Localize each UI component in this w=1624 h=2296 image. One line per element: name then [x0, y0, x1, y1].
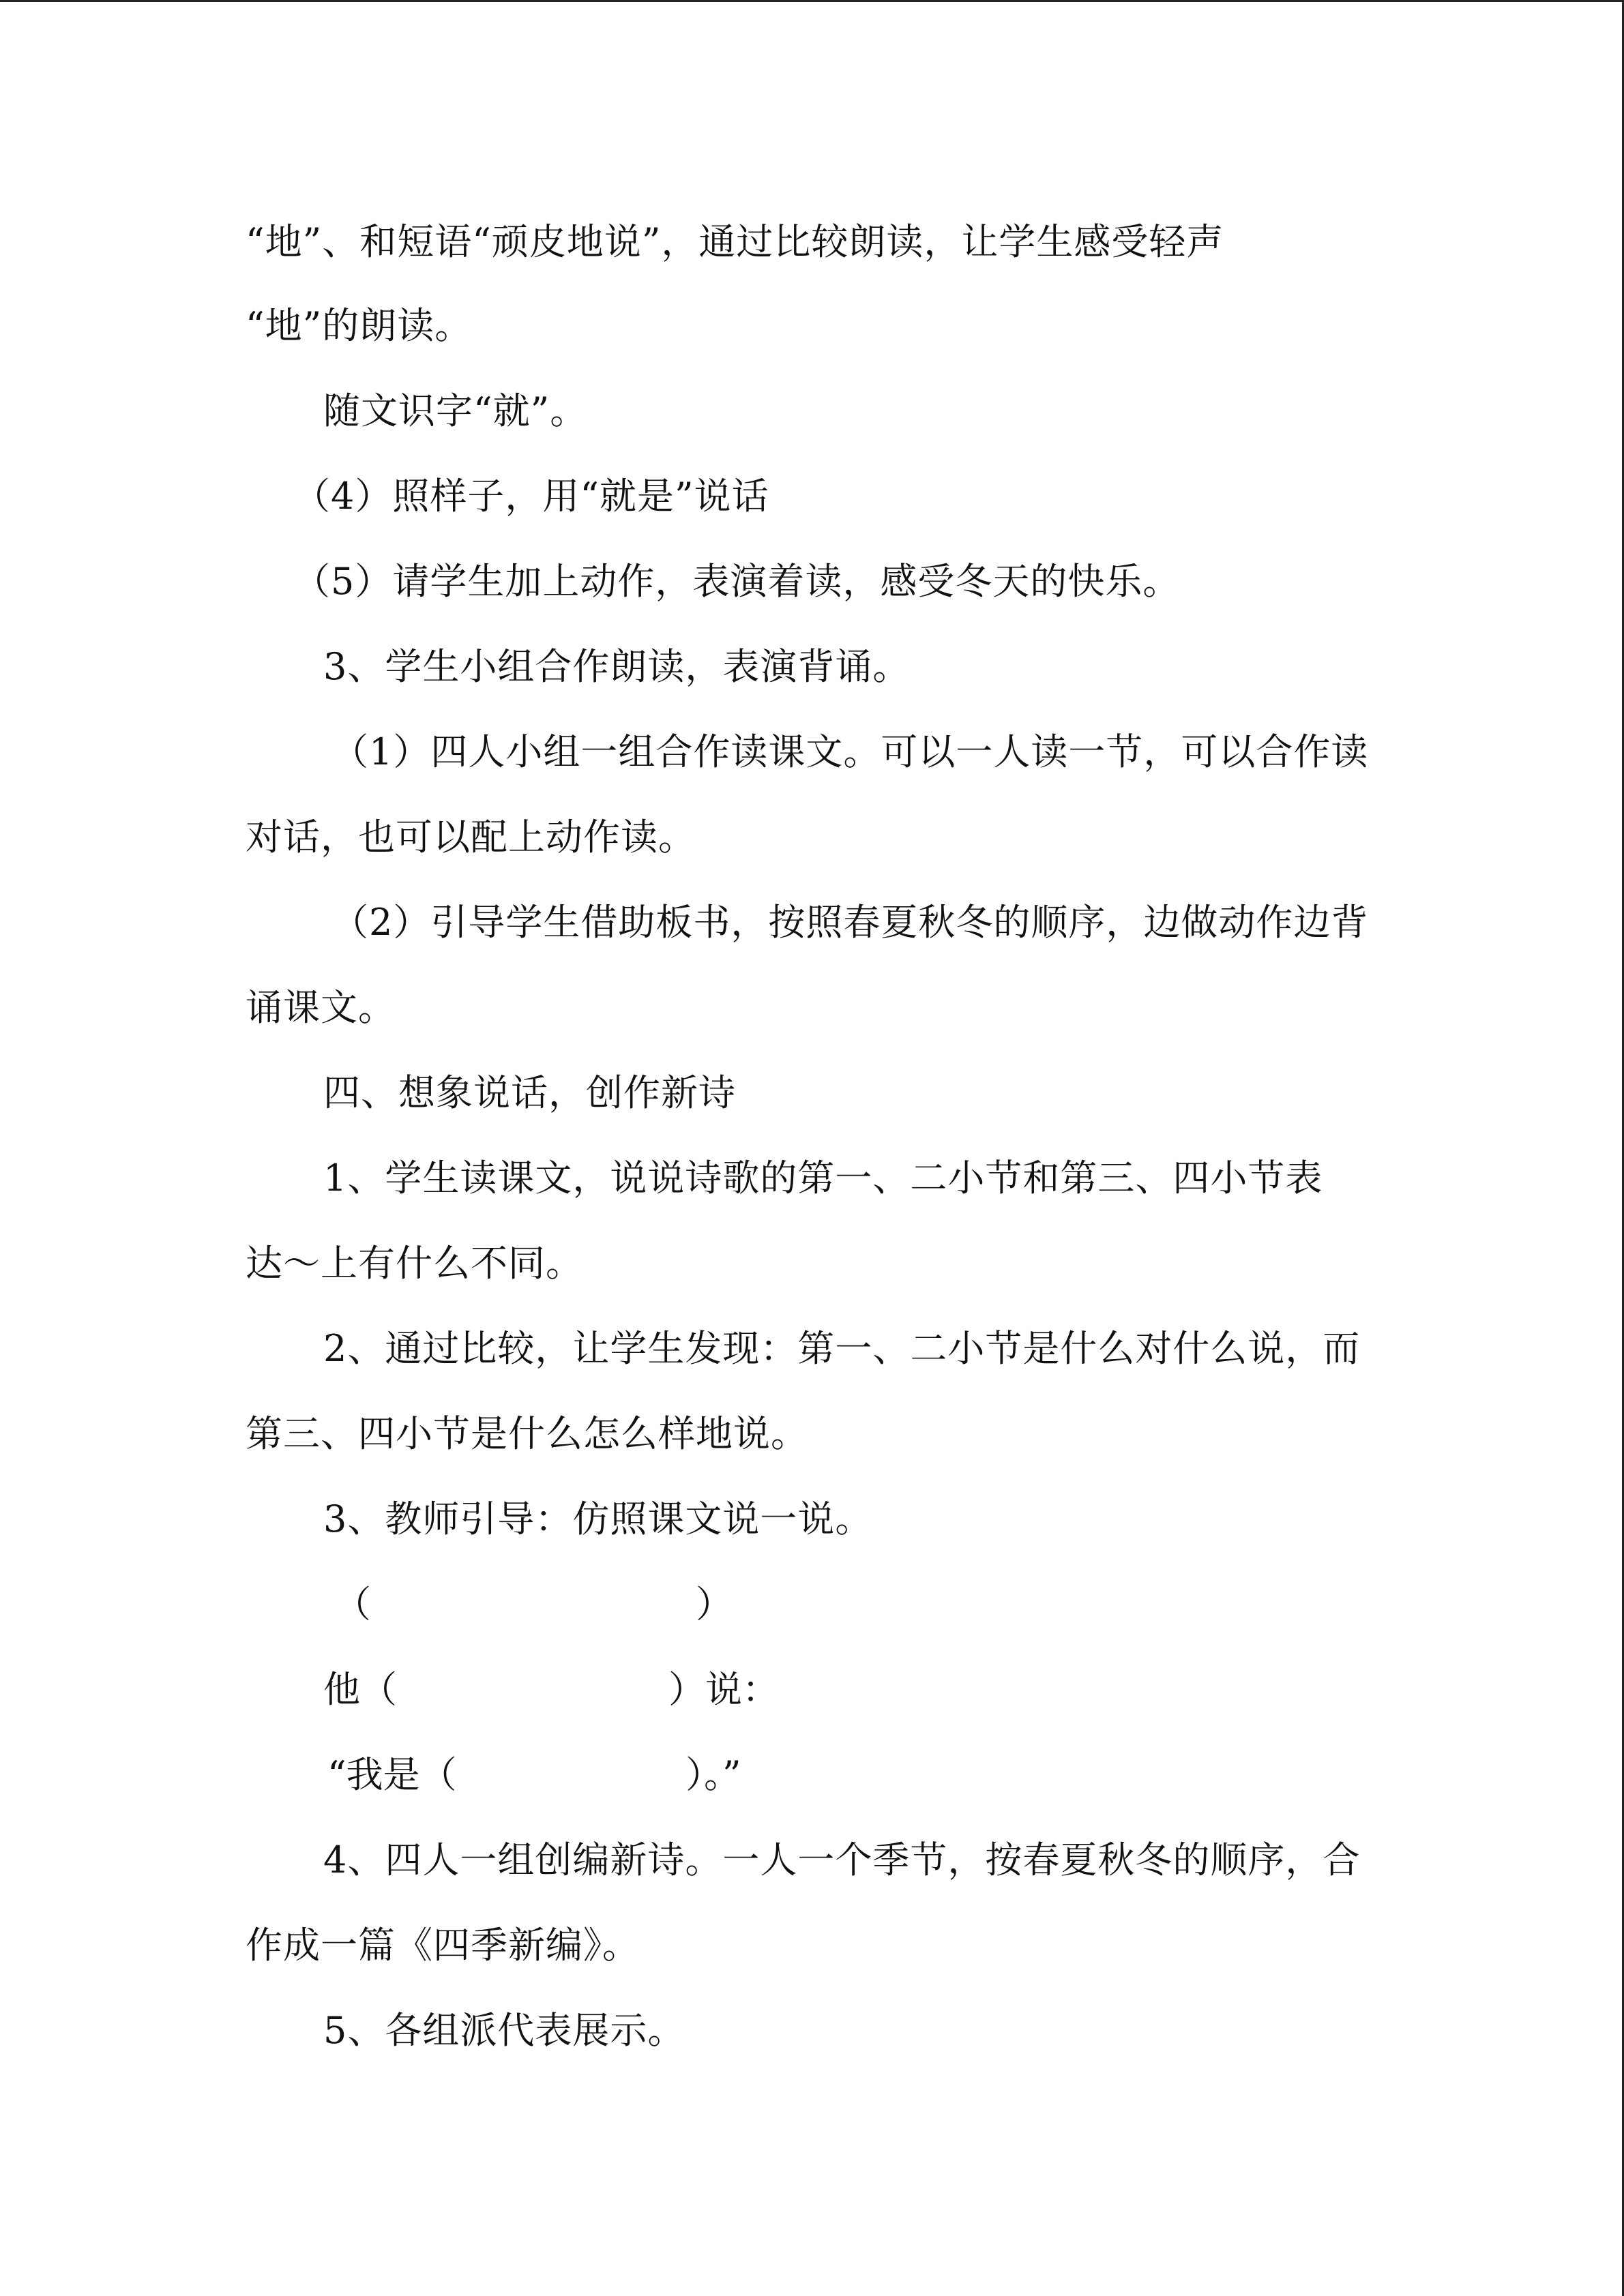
paragraph-line: （4）照样子，用“就是”说话	[293, 475, 769, 518]
template-close-bracket: ）	[696, 1583, 733, 1626]
paragraph-line: 3、教师引导：仿照课文说一说。	[323, 1497, 873, 1540]
paragraph-line: （2）引导学生借助板书，按照春夏秋冬的顺序，边做动作边背	[331, 901, 1369, 944]
paragraph-line: 对话，也可以配上动作读。	[246, 816, 696, 859]
template-row2-suffix: ）说：	[668, 1668, 779, 1711]
paragraph-line: “地”、和短语“顽皮地说”，通过比较朗读，让学生感受轻声	[246, 220, 1224, 263]
paragraph-line: 2、通过比较，让学生发现：第一、二小节是什么对什么说，而	[323, 1327, 1361, 1370]
paragraph-line: 5、各组派代表展示。	[323, 2009, 685, 2052]
template-row3-prefix: “我是（	[327, 1753, 457, 1796]
paragraph-line: （1）四人小组一组合作读课文。可以一人读一节，可以合作读	[331, 730, 1369, 773]
paragraph-line: 随文识字“就”。	[323, 389, 588, 432]
paragraph-line: 第三、四小节是什么怎么样地说。	[246, 1412, 808, 1455]
paragraph-line: 1、学生读课文，说说诗歌的第一、二小节和第三、四小节表	[323, 1157, 1323, 1199]
paragraph-line: 诵课文。	[246, 986, 396, 1029]
paragraph-line: 达～上有什么不同。	[246, 1242, 583, 1285]
template-open-bracket: （	[334, 1583, 371, 1626]
paragraph-line: “地”的朗读。	[246, 304, 473, 347]
paragraph-line: 4、四人一组创编新诗。一人一个季节，按春夏秋冬的顺序，合	[323, 1838, 1361, 1881]
section-heading: 四、想象说话，创作新诗	[323, 1071, 736, 1114]
paragraph-line: 3、学生小组合作朗读，表演背诵。	[323, 645, 911, 688]
paragraph-line: 作成一篇《四季新编》。	[246, 1924, 640, 1967]
template-row2-prefix: 他（	[323, 1668, 397, 1711]
paragraph-line: （5）请学生加上动作，表演着读，感受冬天的快乐。	[293, 560, 1181, 603]
template-row3-suffix: ）。”	[685, 1753, 741, 1796]
